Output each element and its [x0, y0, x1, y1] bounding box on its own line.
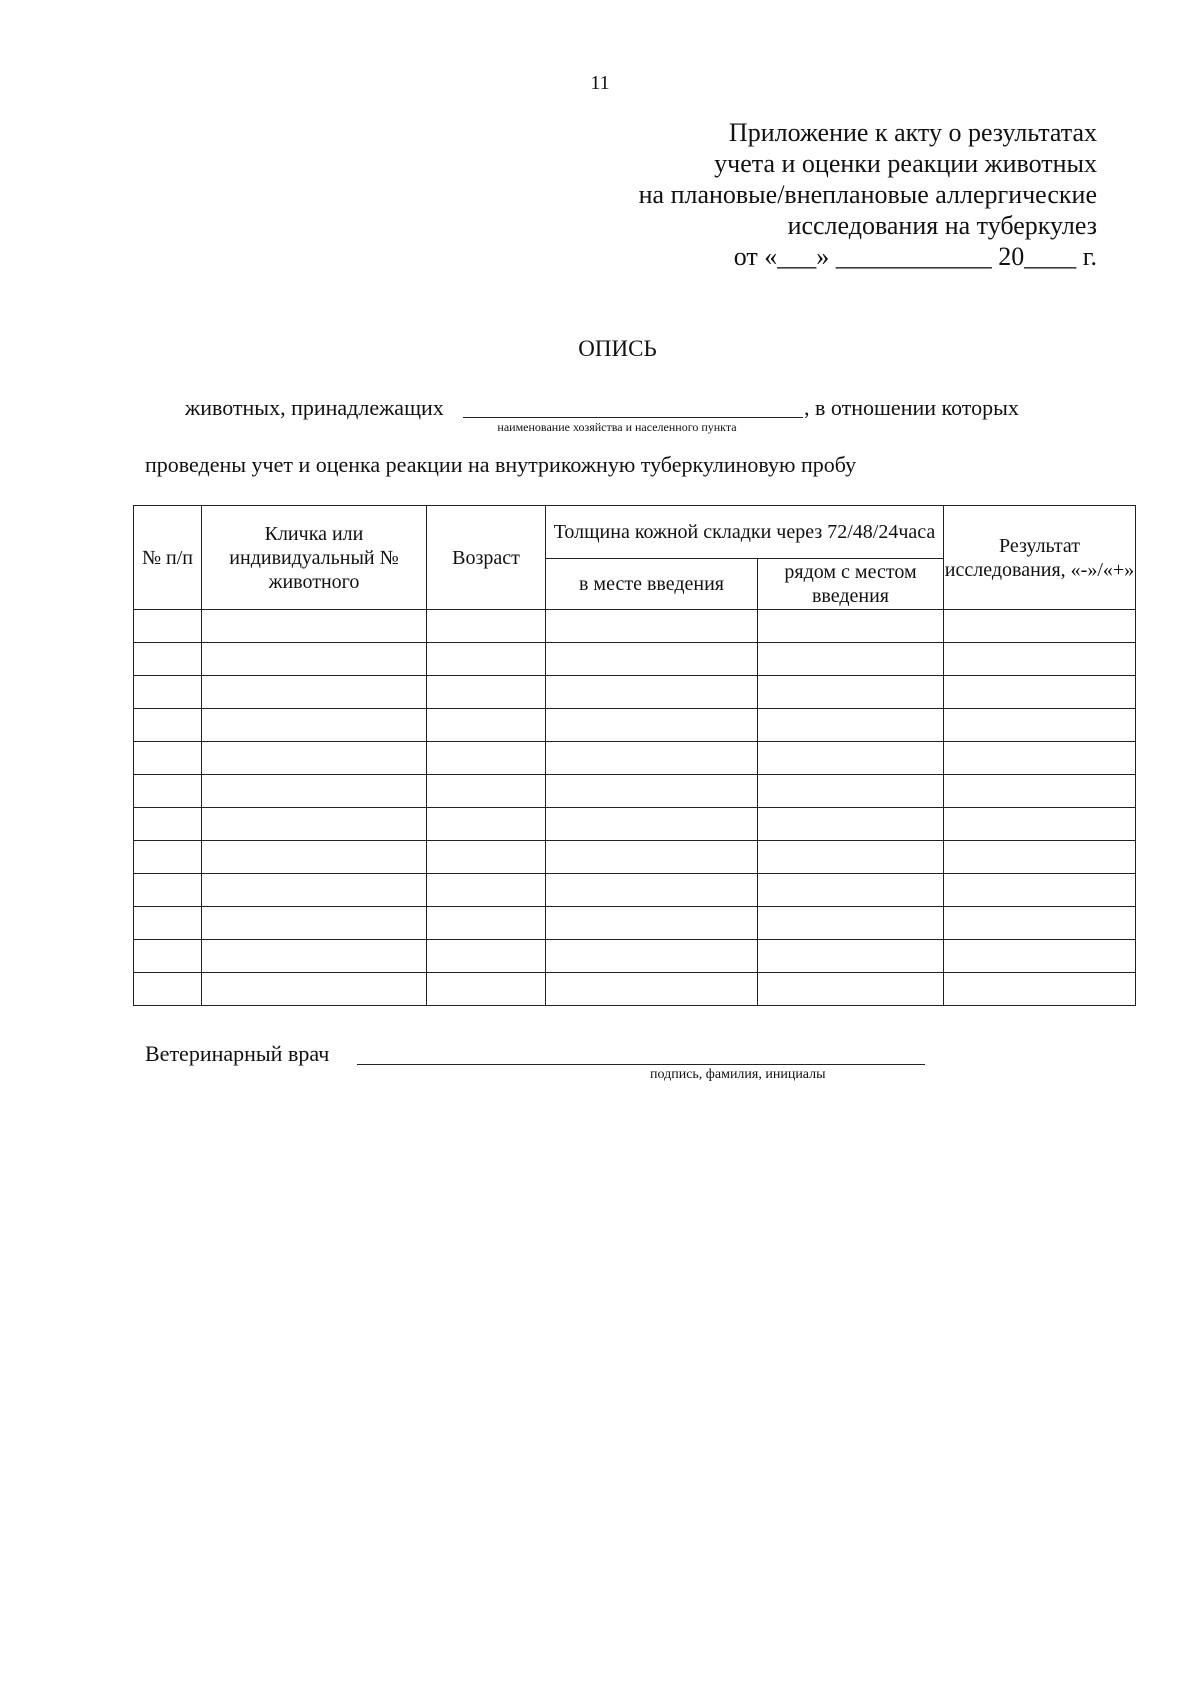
appendix-line: исследования на туберкулез [787, 211, 1097, 240]
document-title: ОПИСЬ [578, 336, 657, 361]
table-cell[interactable] [758, 808, 944, 841]
table-cell[interactable] [546, 709, 758, 742]
table-row [134, 643, 1136, 676]
table-cell[interactable] [944, 973, 1136, 1006]
signature-field-hint: подпись, фамилия, инициалы [650, 1067, 826, 1082]
table-cell[interactable] [202, 610, 427, 643]
table-cell[interactable] [758, 742, 944, 775]
table-cell[interactable] [427, 973, 546, 1006]
table-cell[interactable] [202, 940, 427, 973]
table-cell[interactable] [134, 643, 202, 676]
owner-line-prefix: животных, принадлежащих [185, 395, 444, 420]
table-cell[interactable] [944, 709, 1136, 742]
owner-field-hint: наименование хозяйства и населенного пункта [497, 420, 737, 434]
table-cell[interactable] [944, 841, 1136, 874]
header-skin-fold-thickness: Толщина кожной складки через 72/48/24часа [546, 506, 944, 559]
table-cell[interactable] [546, 841, 758, 874]
page-number: 11 [590, 72, 610, 94]
table-cell[interactable] [758, 841, 944, 874]
table-cell[interactable] [758, 874, 944, 907]
table-cell[interactable] [134, 775, 202, 808]
table-cell[interactable] [546, 643, 758, 676]
signature-label: Ветеринарный врач [145, 1041, 330, 1066]
table-cell[interactable] [202, 841, 427, 874]
table-cell[interactable] [944, 742, 1136, 775]
table-cell[interactable] [546, 973, 758, 1006]
table-cell[interactable] [944, 907, 1136, 940]
table-row [134, 973, 1136, 1006]
table-cell[interactable] [427, 676, 546, 709]
table-cell[interactable] [202, 907, 427, 940]
table-cell[interactable] [546, 676, 758, 709]
table-cell[interactable] [134, 874, 202, 907]
table-row [134, 808, 1136, 841]
table-cell[interactable] [944, 940, 1136, 973]
table-cell[interactable] [134, 676, 202, 709]
header-number: № п/п [134, 506, 202, 610]
table-cell[interactable] [944, 610, 1136, 643]
table-cell[interactable] [546, 610, 758, 643]
table-cell[interactable] [427, 742, 546, 775]
table-cell[interactable] [427, 940, 546, 973]
header-animal-name: Кличка или индивидуальный № животного [202, 506, 427, 610]
table-cell[interactable] [427, 709, 546, 742]
header-age: Возраст [427, 506, 546, 610]
table-cell[interactable] [944, 676, 1136, 709]
table-row [134, 874, 1136, 907]
table-cell[interactable] [758, 709, 944, 742]
table-cell[interactable] [546, 907, 758, 940]
appendix-block [639, 117, 1097, 272]
table-cell[interactable] [758, 973, 944, 1006]
table-row [134, 940, 1136, 973]
table-cell[interactable] [134, 940, 202, 973]
table-cell[interactable] [202, 742, 427, 775]
table-cell[interactable] [427, 841, 546, 874]
table-row [134, 709, 1136, 742]
header-near-injection-site: рядом с местом введения [758, 559, 944, 610]
table-cell[interactable] [546, 742, 758, 775]
table-cell[interactable] [427, 874, 546, 907]
table-row [134, 676, 1136, 709]
table-cell[interactable] [944, 643, 1136, 676]
table-cell[interactable] [758, 676, 944, 709]
table-cell[interactable] [427, 775, 546, 808]
owner-line-suffix: , в отношении которых [804, 395, 1019, 420]
table-cell[interactable] [427, 643, 546, 676]
table-cell[interactable] [758, 907, 944, 940]
inventory-table-wrapper [133, 505, 1136, 1006]
reaction-line: проведены учет и оценка реакции на внутрикожную туберкулиновую пробу [145, 452, 857, 477]
table-cell[interactable] [758, 775, 944, 808]
table-row [134, 907, 1136, 940]
table-cell[interactable] [546, 940, 758, 973]
table-cell[interactable] [944, 775, 1136, 808]
signature-blank-field[interactable] [357, 1064, 925, 1065]
table-cell[interactable] [427, 907, 546, 940]
table-row [134, 775, 1136, 808]
appendix-line: учета и оценки реакции животных [714, 149, 1097, 178]
table-row [134, 610, 1136, 643]
table-cell[interactable] [134, 742, 202, 775]
table-cell[interactable] [134, 808, 202, 841]
table-cell[interactable] [134, 907, 202, 940]
table-cell[interactable] [202, 676, 427, 709]
table-cell[interactable] [134, 709, 202, 742]
table-cell[interactable] [758, 643, 944, 676]
appendix-line: на плановые/внеплановые аллергические [638, 180, 1097, 209]
header-at-injection-site: в месте введения [546, 559, 758, 610]
table-cell[interactable] [546, 874, 758, 907]
table-cell[interactable] [944, 874, 1136, 907]
table-cell[interactable] [546, 775, 758, 808]
appendix-date-line: от «___» ____________ 20____ г. [733, 242, 1097, 271]
header-result: Результат исследования, «-»/«+» [944, 506, 1136, 610]
table-cell[interactable] [427, 808, 546, 841]
table-cell[interactable] [134, 973, 202, 1006]
table-cell[interactable] [202, 643, 427, 676]
table-cell[interactable] [202, 775, 427, 808]
inventory-table [133, 505, 1136, 1006]
table-cell[interactable] [202, 709, 427, 742]
appendix-line: Приложение к акту о результатах [728, 118, 1097, 147]
table-cell[interactable] [546, 808, 758, 841]
table-row [134, 742, 1136, 775]
table-row [134, 841, 1136, 874]
table-cell[interactable] [944, 808, 1136, 841]
table-cell[interactable] [427, 610, 546, 643]
table-cell[interactable] [134, 841, 202, 874]
owner-blank-field[interactable] [463, 417, 803, 418]
table-cell[interactable] [758, 610, 944, 643]
table-cell[interactable] [202, 874, 427, 907]
table-cell[interactable] [202, 808, 427, 841]
table-cell[interactable] [134, 610, 202, 643]
table-cell[interactable] [758, 940, 944, 973]
table-cell[interactable] [202, 973, 427, 1006]
